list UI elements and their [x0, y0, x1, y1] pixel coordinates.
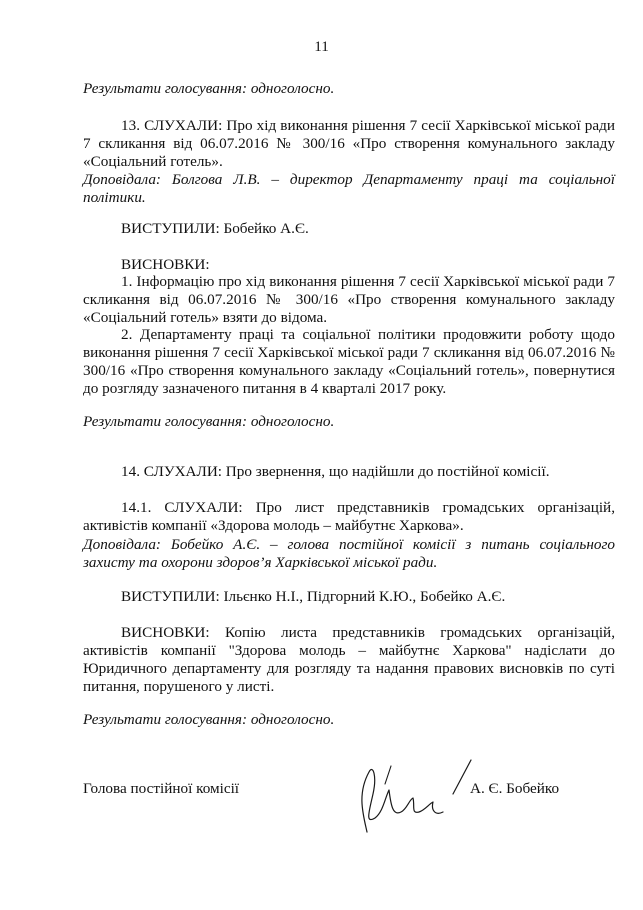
item-14-heard: 14. СЛУХАЛИ: Про звернення, що надійшли до постійної комісії. — [121, 463, 550, 480]
page-number: 11 — [314, 38, 329, 55]
signer-role: Голова постійної комісії — [83, 780, 240, 797]
item-14-1-heard: 14.1. СЛУХАЛИ: Про лист представників громадських організацій, активістів компанії «Здорова молодь – майбутнє Харкова». — [83, 499, 615, 534]
vote-result: Результати голосування: одноголосно. — [83, 711, 335, 728]
vote-result: Результати голосування: одноголосно. — [83, 413, 335, 430]
item-14-conclusions: ВИСНОВКИ: Копію листа представників громадських організацій, активістів компанії "Здорова молодь – майбутнє Харкова" надіслати до Юридичного департаменту для розгляду та надання правових висновків по суті питання, порушеного у листі. — [83, 624, 615, 695]
item-13-conclusion-2: 2. Департаменту праці та соціальної політики продовжити роботу щодо виконання рішення 7 сесії Харківської міської ради 7 скликання від 06.07.2016 № 300/16 «Про створення комунального закладу «Соціальний готель», повернутися до розгляду зазначеного питання в 4 кварталі 2017 року. — [83, 326, 615, 397]
item-13-heard: 13. СЛУХАЛИ: Про хід виконання рішення 7 сесії Харківської міської ради 7 скликання від 06.07.2016 № 300/16 «Про створення комунального закладу «Соціальний готель». — [83, 117, 615, 170]
item-14-spoke: ВИСТУПИЛИ: Ільєнко Н.І., Підгорний К.Ю., Бобейко А.Є. — [121, 588, 506, 605]
item-13-spoke: ВИСТУПИЛИ: Бобейко А.Є. — [121, 220, 309, 237]
handwritten-signature — [345, 754, 475, 834]
item-13-conclusions-heading: ВИСНОВКИ: — [121, 256, 210, 273]
item-13-reported-by: Доповідала: Болгова Л.В. – директор Департаменту праці та соціальної політики. — [83, 171, 615, 206]
vote-result: Результати голосування: одноголосно. — [83, 80, 335, 97]
item-13-conclusion-1: 1. Інформацію про хід виконання рішення 7 сесії Харківської міської ради 7 скликання від 06.07.2016 № 300/16 «Про створення комунального закладу «Соціальний готель» взяти до відома. — [83, 273, 615, 326]
item-14-reported-by: Доповідала: Бобейко А.Є. – голова постійної комісії з питань соціального захисту та охорони здоров’я Харківської міської ради. — [83, 536, 615, 571]
signer-name: А. Є. Бобейко — [470, 780, 560, 797]
